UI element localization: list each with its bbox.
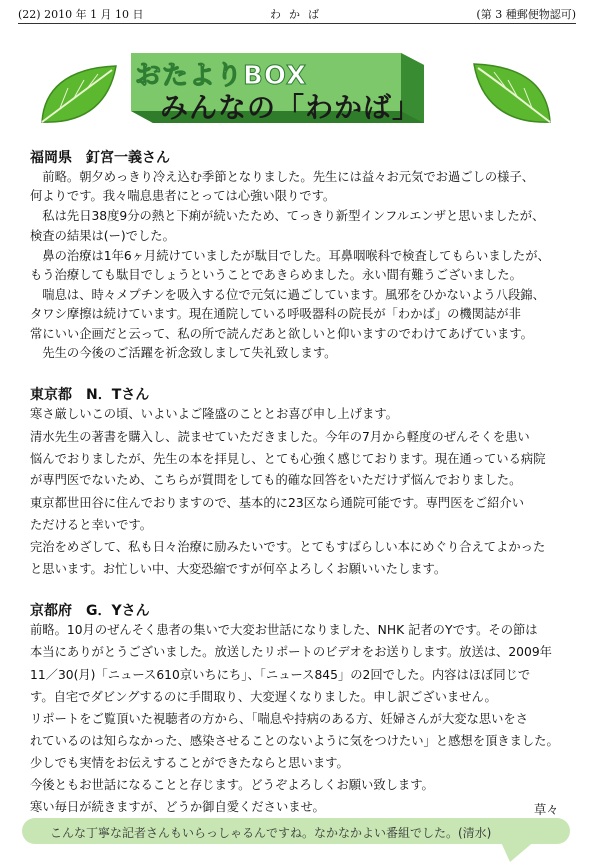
letter-line: 本当にありがとうございました。放送したリポートのビデオをお送りします。放送は、2009年 [30, 645, 552, 659]
letter-heading: 東京都 N．Tさん [30, 387, 150, 403]
leaf-icon [470, 58, 554, 130]
editor-comment: こんな丁寧な記者さんもいらっしゃるんですね。なかなかよい番組でした。(清水) [50, 826, 492, 840]
letter-line: 何よりです。我々喘息患者にとっては心強い限りです。 [30, 189, 336, 203]
letter-line: が専門医でないため、こちらが質問をしても的確な回答をいただけず悩んでおりました。 [30, 473, 522, 487]
letter-line: リポートをご覧頂いた視聴者の方から、「喘息や持病のある方、妊婦さんが大変な思いをさ [30, 712, 529, 726]
issue-date: (22) 2010 年 1 月 10 日 [18, 8, 144, 21]
letter-line: もう治療しても駄目でしょうということであきらめました。永い間有難うございました。 [30, 268, 522, 282]
comment-bubble-tail [500, 840, 536, 862]
letter-line: す。自宅でダビングするのに手間取り、大変遅くなりました。申し訳ございません。 [30, 690, 497, 704]
letter-line: 東京都世田谷に住んでおりますので、基本的に23区なら通院可能です。専門医をご紹介い [30, 496, 524, 510]
letter-line: 先生の今後のご活躍を祈念致しまして失礼致します。 [30, 346, 337, 360]
letter-line: 少しでも実情をお伝えすることができたならと思います。 [30, 756, 349, 770]
letter-line: 今後ともお世話になることと存じます。どうぞよろしくお願い致します。 [30, 778, 434, 792]
letter-line: 常にいい企画だと云って、私の所で読んだあと欲しいと仰いますのでわけてあげています。 [30, 327, 533, 341]
letter-line: 鼻の治療は1年6ヶ月続けていましたが駄目でした。耳鼻咽喉科で検査してもらいましたが、 [30, 249, 550, 263]
page-header [18, 6, 576, 22]
letter-line: 寒さ厳しいこの頃、いよいよご隆盛のこととお喜び申し上げます。 [30, 407, 398, 421]
leaf-icon [38, 60, 120, 130]
letter-line: ただけると幸いです。 [30, 518, 152, 532]
banner-title-2: みんなの「わかば」 [160, 91, 422, 124]
letter-line: 寒い毎日が続きますが、どうか御自愛くださいませ。 [30, 800, 325, 814]
header-rule [18, 23, 576, 24]
letter-closing: 草々 [534, 803, 559, 817]
letter-line: 前略。10月のぜんそく患者の集いで大変お世話になりました、NHK 記者のYです。その節は [30, 623, 538, 637]
letter-line: と思います。お忙しい中、大変恐縮ですが何卒よろしくお願いいたします。 [30, 562, 447, 576]
letter-line: 11／30(月)「ニュース610京いちにち」、「ニュース845」の2回でした。内容はほぼ同じで [30, 668, 531, 682]
letter-line: 清水先生の著書を購入し、読ませていただきました。今年の7月から軽度のぜんそくを患い [30, 430, 530, 444]
letter-line: 完治をめざして、私も日々治療に励みたいです。とてもすばらしい本にめぐり合えてよかった [30, 540, 546, 554]
banner-title-1: おたよりBOX [135, 61, 308, 91]
letter-line: 喘息は、時々メプチンを吸入する位で元気に過ごしています。風邪をひかないよう八段錦、 [30, 288, 545, 302]
letter-line: 前略。朝夕めっきり冷え込む季節となりました。先生には益々お元気でお過ごしの様子、 [30, 170, 535, 184]
letter-line: 検査の結果は(ー)でした。 [30, 229, 175, 243]
letter-line: 私は先日38度9分の熱と下痢が続いたため、てっきり新型インフルエンザと思いましたが、 [30, 209, 545, 223]
letter-line: 悩んでおりましたが、先生の本を拝見し、とても心強く感じております。現在通っている病院 [30, 452, 546, 466]
letter-line: れているのは知らなかった、感染させることのないように気をつけたい」と感想を頂きました。 [30, 734, 559, 748]
postal-permit: (第 3 種郵便物認可) [476, 8, 576, 21]
letter-heading: 福岡県 釘宮一義さん [30, 150, 170, 166]
newsletter-title: わかば [270, 8, 327, 21]
letter-heading: 京都府 G．Yさん [30, 603, 150, 619]
letter-line: タワシ摩擦は続けています。現在通院している呼吸器科の院長が「わかば」の機関誌が非 [30, 307, 521, 321]
